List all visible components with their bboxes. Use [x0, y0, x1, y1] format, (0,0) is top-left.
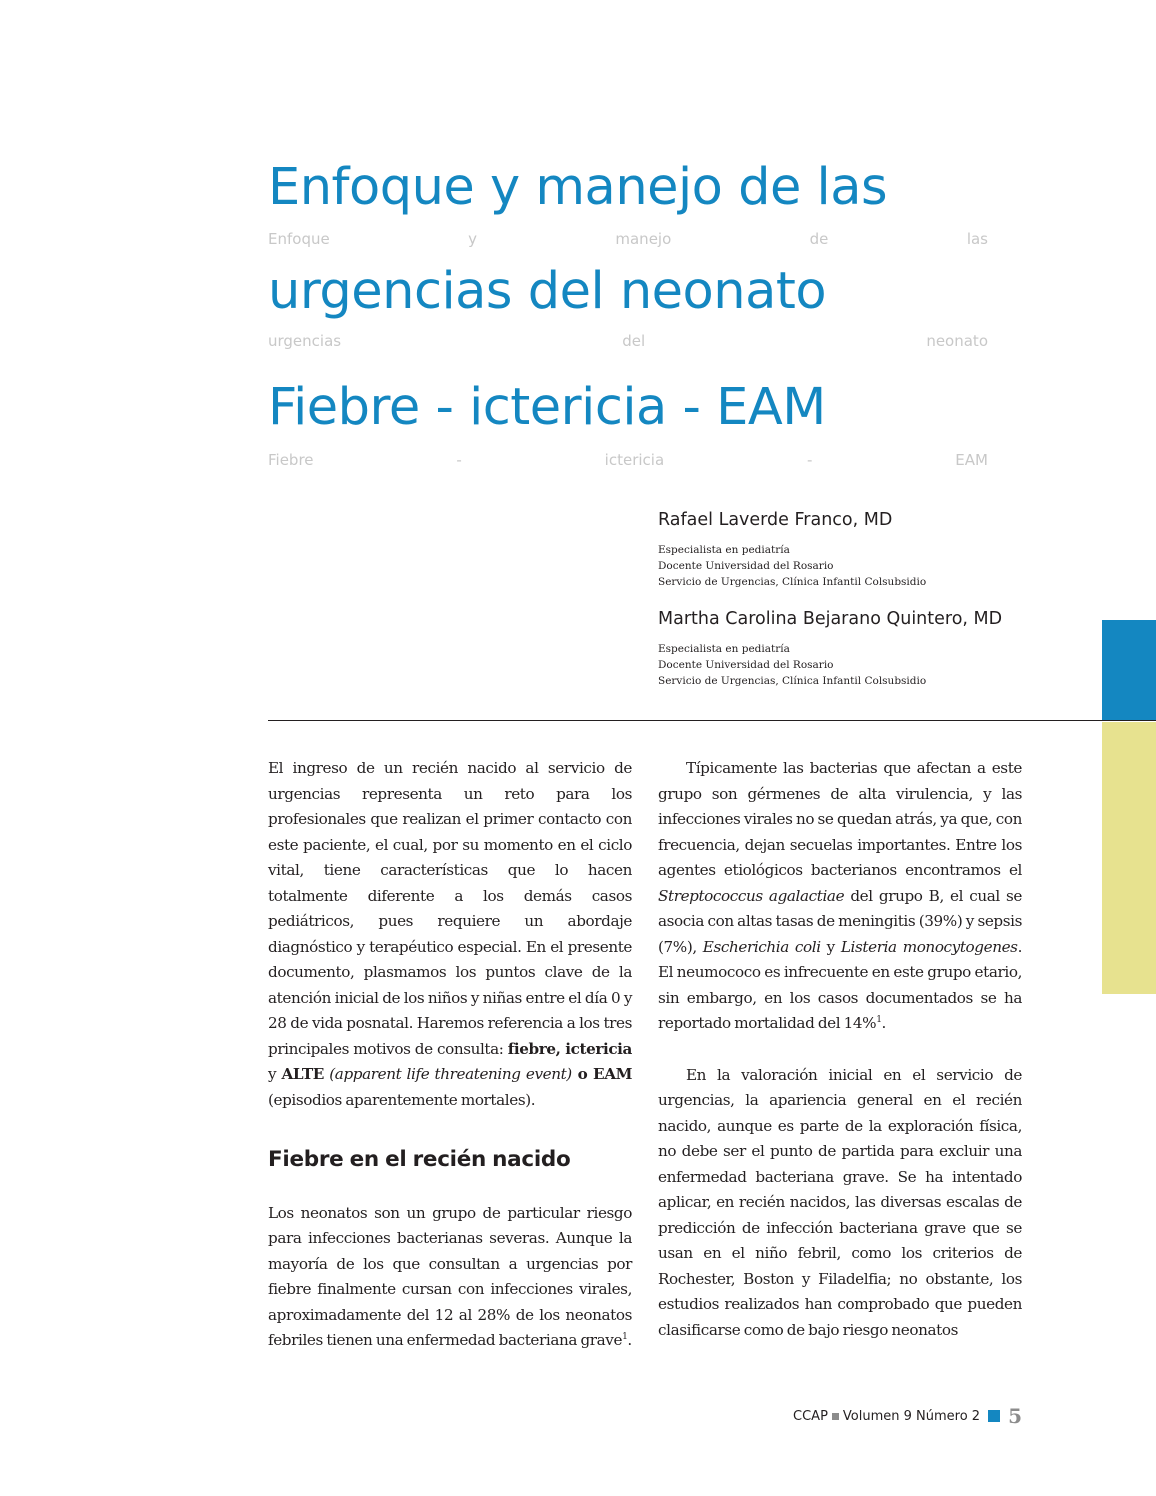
affiliation-line: Docente Universidad del Rosario	[658, 659, 834, 671]
horizontal-rule	[268, 720, 1156, 721]
author-name-1: Rafael Laverde Franco, MD	[658, 510, 893, 530]
title-line-1-spaced: Enfoque y manejo de las	[268, 230, 988, 248]
intro-paragraph: El ingreso de un recién nacido al servicio de urgencias representa un reto para los profesionales que realizan el primer contacto con este paciente, el cual, por su momento en el ciclo vital, tiene características que lo hacen totalmente diferente a los demás casos pediátricos, pues requiere un abordaje diagnóstico y terapéutico especial. En el presente documento, plasmamos los puntos clave de la atención inicial de los niños y niñas entre el día 0 y 28 de vida posnatal. Haremos referencia a los tres principales motivos de consulta: fiebre, ictericia y ALTE (apparent life threatening event) o EAM (episodios aparentemente mortales).	[268, 759, 633, 1109]
author-name-2: Martha Carolina Bejarano Quintero, MD	[658, 609, 1003, 629]
affiliation-line: Servicio de Urgencias, Clínica Infantil Colsubsidio	[658, 675, 927, 687]
page-footer	[793, 1404, 1022, 1428]
journal-volume: Volumen 9 Número 2	[842, 1408, 981, 1424]
section-heading-fever: Fiebre en el recién nacido	[268, 1147, 571, 1172]
affiliation-line: Especialista en pediatría	[658, 643, 790, 655]
right-column	[658, 756, 1022, 1343]
side-tab-blue	[1102, 620, 1156, 720]
title-line-2: urgencias del neonato	[268, 262, 827, 321]
author-affiliations-1	[658, 542, 926, 590]
fever-paragraph: Los neonatos son un grupo de particular riesgo para infecciones bacterianas severas. Aunque la mayoría de los que consultan a urgencias por fiebre finalmente cursan con infecciones virales, aproximadamente del 12 al 28% de los neonatos febriles tienen una enfermedad bacteriana grave$^1$.	[268, 1203, 632, 1349]
affiliation-line: Servicio de Urgencias, Clínica Infantil Colsubsidio	[658, 576, 927, 588]
title-line-3-spaced: Fiebre - ictericia - EAM	[268, 451, 988, 469]
title-line-3: Fiebre - ictericia - EAM	[268, 378, 826, 437]
journal-name: CCAP	[793, 1408, 828, 1424]
title-line-2-spaced: urgencias del neonato	[268, 332, 988, 350]
left-column	[268, 756, 632, 1354]
bacteria-paragraph: Típicamente las bacterias que afectan a este grupo son gérmenes de alta virulencia, y las infecciones virales no se quedan atrás, ya que, con frecuencia, dejan secuelas importantes. Entre los agentes etiológicos bacterianos encontramos el Streptococcus agalactiae del grupo B, el cual se asocia con altas tasas de meningitis (39%) y sepsis (7%), Escherichia coli y Listeria monocytogenes. El neumococo es infrecuente en este grupo etario, sin embargo, en los casos documentados se ha reportado mortalidad del 14%$^1$.	[658, 759, 1023, 1032]
blue-square-icon	[988, 1410, 1000, 1422]
assessment-paragraph: En la valoración inicial en el servicio de urgencias, la apariencia general en el recién nacido, aunque es parte de la exploración física, no debe ser el punto de partida para excluir una enfermedad bacteriana grave. Se ha intentado aplicar, en recién nacidos, las diversas escalas de predicción de infección bacteriana grave que se usan en el niño febril, como los criterios de Rochester, Boston y Filadelfia; no obstante, los estudios realizados han comprobado que pueden clasificarse como de bajo riesgo neonatos	[658, 1065, 1022, 1339]
author-affiliations-2	[658, 641, 926, 689]
page-number: 5	[1008, 1404, 1022, 1428]
square-bullet-icon	[832, 1413, 839, 1420]
affiliation-line: Especialista en pediatría	[658, 544, 790, 556]
side-tab-yellow	[1102, 722, 1156, 994]
title-line-1: Enfoque y manejo de las	[268, 158, 888, 217]
affiliation-line: Docente Universidad del Rosario	[658, 560, 834, 572]
